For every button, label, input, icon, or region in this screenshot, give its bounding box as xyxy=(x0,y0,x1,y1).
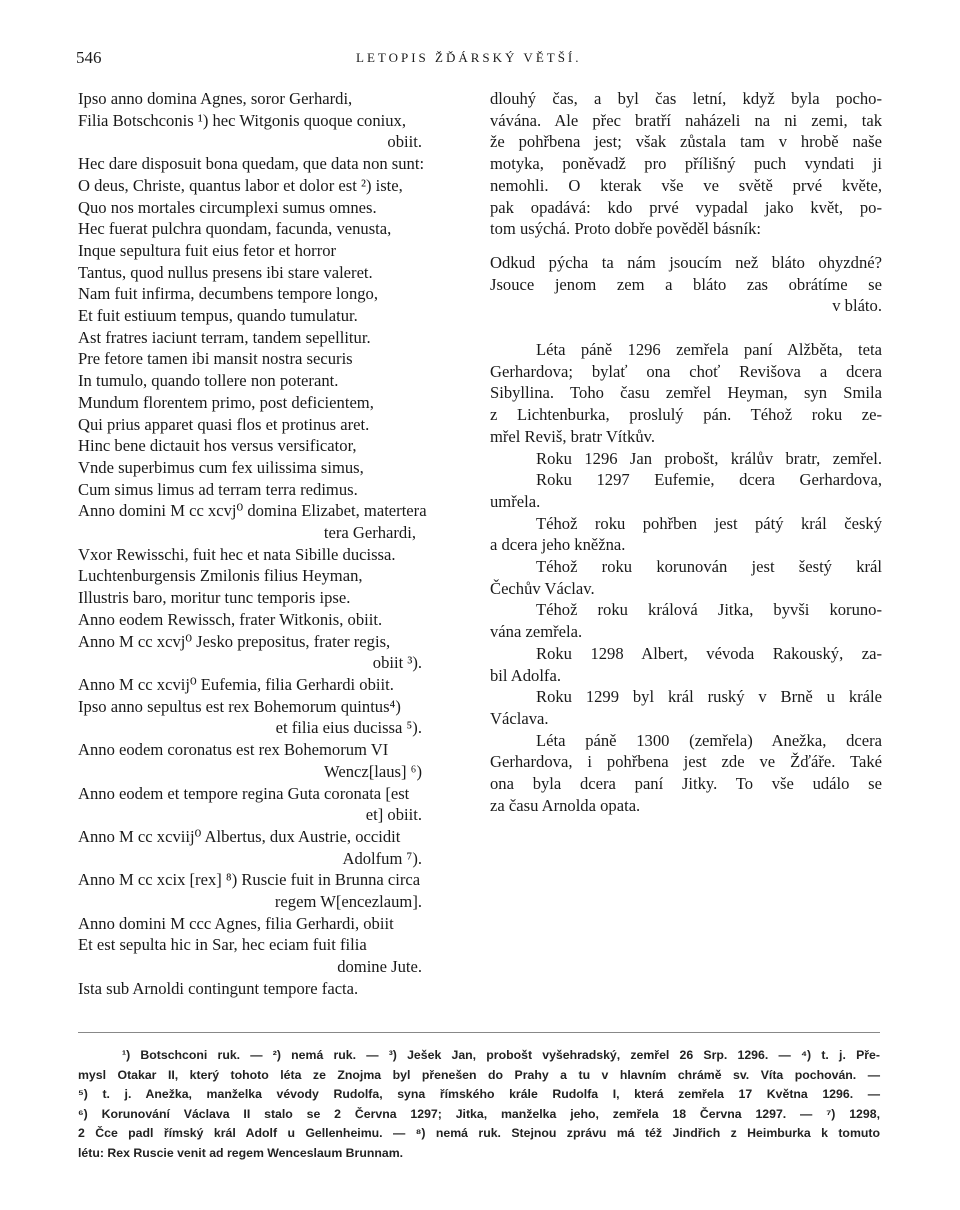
footnote-line: mysl Otakar II, který tohoto léta ze Znojma byl přenešen do Prahy a tu v hlavním chrámě sv. Víta pochován. — xyxy=(78,1067,880,1082)
czech-verse xyxy=(490,252,882,317)
page-number: 546 xyxy=(76,48,102,67)
czech-line: Václava. xyxy=(490,708,549,728)
latin-line: Ista sub Arnoldi contingunt tempore facta. xyxy=(78,978,359,998)
spacer xyxy=(490,317,882,339)
czech-line: Čechův Václav. xyxy=(490,578,595,598)
latin-line: Inque sepultura fuit eius fetor et horror xyxy=(78,240,337,260)
latin-line: Et fuit estiuum tempus, quando tumulatur. xyxy=(78,306,358,326)
czech-line: bil Adolfa. xyxy=(490,665,561,685)
latin-line: Vxor Rewisschi, fuit hec et nata Sibille ducissa. xyxy=(78,544,396,564)
latin-line: Anno M cc xcvj⁰ Jesko prepositus, frater regis, xyxy=(78,631,391,651)
czech-line: Roku 1296 Jan probošt, králův bratr, zemřel. xyxy=(536,448,882,468)
footnote-rule xyxy=(78,1032,880,1033)
czech-line: Sibyllina. Toho času zemřel Heyman, syn Smila xyxy=(490,383,882,403)
latin-line: obiit ³). xyxy=(372,653,422,673)
latin-line: Anno domini M ccc Agnes, filia Gerhardi, obiit xyxy=(78,913,394,933)
czech-entry xyxy=(490,599,882,642)
latin-line: Wencz[laus] ⁶) xyxy=(324,761,422,781)
latin-line: Mundum florentem primo, post deficientem, xyxy=(78,392,374,412)
czech-line: motyka, poněvadž pro přílišný puch vyndati ji xyxy=(490,154,882,174)
latin-line: Pre fetore tamen ibi mansit nostra securis xyxy=(78,349,353,369)
footnote-line: ⁵) t. j. Anežka, manželka vévody Rudolfa, syna římského krále Rudolfa I, která zemřela 17 Května 1296. — xyxy=(78,1087,880,1101)
czech-entry xyxy=(490,686,882,729)
czech-line: za času Arnolda opata. xyxy=(490,795,641,815)
czech-line: Téhož roku korunován jest šestý král xyxy=(536,557,882,577)
czech-line: a dcera jeho kněžna. xyxy=(490,535,626,555)
latin-line: Tantus, quod nullus presens ibi stare valeret. xyxy=(78,262,373,282)
latin-line: Qui prius apparet quasi flos et protinus aret. xyxy=(78,414,370,434)
czech-line: Gerhardova; bylať ona choť Revišova a dcera xyxy=(490,361,882,381)
latin-line: Illustris baro, moritur tunc temporis ipse. xyxy=(78,588,351,608)
latin-line: Hec dare disposuit bona quedam, que data non sunt: xyxy=(78,154,425,174)
latin-line: Ipso anno domina Agnes, soror Gerhardi, xyxy=(78,89,353,108)
footnote-line: ¹) Botschconi ruk. — ²) nemá ruk. — ³) Ješek Jan, probošt vyšehradský, zemřel 26 Srp. 1296. — ⁴) t. j. Pře- xyxy=(122,1048,880,1062)
czech-paragraph-1 xyxy=(490,88,882,240)
czech-entry xyxy=(490,643,882,686)
latin-line: Filia Botschconis ¹) hec Witgonis quoque coniux, xyxy=(78,110,407,130)
latin-line: tera Gerhardi, xyxy=(323,523,416,543)
latin-line: Anno eodem Rewissch, frater Witkonis, obiit. xyxy=(78,609,383,629)
latin-line: Ipso anno sepultus est rex Bohemorum quintus⁴) xyxy=(78,696,401,716)
latin-line: Cum simus limus ad terram terra redimus. xyxy=(78,479,358,499)
latin-line: O deus, Christe, quantus labor et dolor est ²) iste, xyxy=(78,175,403,195)
latin-line: Adolfum ⁷). xyxy=(342,848,422,868)
latin-line: Quo nos mortales circumplexi sumus omnes. xyxy=(78,197,377,217)
czech-line: Téhož roku pohřben jest pátý král český xyxy=(536,513,882,533)
latin-line: Anno domini M cc xcvj⁰ domina Elizabet, matertera xyxy=(78,501,427,521)
latin-line: Hec fuerat pulchra quondam, facunda, venusta, xyxy=(78,219,392,239)
latin-line: Anno eodem et tempore regina Guta coronata [est xyxy=(78,783,410,803)
czech-line: Roku 1297 Eufemie, dcera Gerhardova, xyxy=(536,470,882,490)
czech-line: mřel Reviš, bratr Vítkův. xyxy=(490,426,655,446)
latin-line: Anno M cc xcviij⁰ Albertus, dux Austrie, occidit xyxy=(78,826,401,846)
czech-verse-line: Jsouce jenom zem a bláto zas obrátíme se xyxy=(490,274,882,294)
latin-line: In tumulo, quando tollere non poterant. xyxy=(78,371,339,391)
czech-line: ona byla dcera paní Jitky. To vše událo se xyxy=(490,774,882,794)
spacer xyxy=(490,240,882,252)
latin-line: Anno M cc xcvij⁰ Eufemia, filia Gerhardi obiit. xyxy=(78,674,394,694)
latin-line: Nam fuit infirma, decumbens tempore longo, xyxy=(78,284,378,304)
latin-line: domine Jute. xyxy=(337,957,422,977)
czech-line: Téhož roku králová Jitka, byvši koruno- xyxy=(536,600,882,620)
czech-verse-line: v bláto. xyxy=(832,296,882,316)
latin-line: Hinc bene dictauit hos versus versificator, xyxy=(78,436,357,456)
czech-entry xyxy=(490,730,882,817)
footnote-line: ⁶) Korunování Václava II stalo se 2 Června 1297; Jitka, manželka jeho, zemřela 18 Června 1297. — ⁷) 1298, xyxy=(78,1106,880,1121)
czech-line: pak opadává: kdo prvé vypadal jako květ, po- xyxy=(490,197,882,217)
footnote-line: 2 Čce padl římský král Adolf u Gellenheimu. — ⁸) nemá ruk. Stejnou zprávu má též Jindřich z Heimburka k tomuto xyxy=(78,1126,880,1140)
czech-entry xyxy=(490,469,882,512)
czech-line: Léta páně 1300 (zemřela) Anežka, dcera xyxy=(536,730,882,750)
latin-line: Et est sepulta hic in Sar, hec eciam fuit filia xyxy=(78,935,367,955)
czech-line: tom usýchá. Proto dobře pověděl básník: xyxy=(490,219,761,239)
czech-line: nemohli. O kterak vše ve světě prvé květe, xyxy=(490,175,882,195)
czech-verse-line: Odkud pýcha ta nám jsoucím než bláto ohyzdné? xyxy=(490,252,882,272)
footnote-line: létu: Rex Ruscie venit ad regem Wenceslaum Brunnam. xyxy=(78,1145,404,1160)
czech-line: Gerhardova, i pohřbena jest zde ve Žďáře. Také xyxy=(490,752,882,772)
czech-line: že pohřbena jest; však zůstala tam v hrobě naše xyxy=(490,132,882,152)
czech-line: umřela. xyxy=(490,491,541,511)
czech-line: Roku 1299 byl král ruský v Brně u krále xyxy=(536,687,882,707)
czech-line: Léta páně 1296 zemřela paní Alžběta, teta xyxy=(536,340,882,360)
footnotes xyxy=(78,1046,880,1163)
latin-line: regem W[encezlaum]. xyxy=(274,892,422,912)
latin-line: obiit. xyxy=(387,132,422,152)
latin-line: Luchtenburgensis Zmilonis filius Heyman, xyxy=(78,566,363,586)
czech-entry xyxy=(490,513,882,556)
latin-line: Ast fratres iaciunt terram, tandem sepellitur. xyxy=(78,327,371,347)
czech-translation-column xyxy=(490,88,882,817)
czech-entry xyxy=(490,339,882,448)
czech-line: z Lichtenburka, proslulý pán. Téhož roku ze- xyxy=(490,405,882,425)
czech-chronicle-entries xyxy=(490,339,882,816)
latin-line: Vnde superbimus cum fex uilissima simus, xyxy=(78,457,364,477)
latin-line: et] obiit. xyxy=(365,805,422,825)
latin-line: et filia eius ducissa ⁵). xyxy=(275,718,422,738)
czech-line: dlouhý čas, a byl čas letní, když byla pocho- xyxy=(490,89,882,108)
latin-line: Anno M cc xcix [rex] ⁸) Ruscie fuit in Brunna circa xyxy=(78,870,421,890)
running-head: LETOPIS ŽĎÁRSKÝ VĚTŠÍ. xyxy=(356,50,582,65)
czech-line: Roku 1298 Albert, vévoda Rakouský, za- xyxy=(536,643,882,663)
czech-line: vána zemřela. xyxy=(490,622,583,642)
czech-entry xyxy=(490,448,882,470)
czech-entry xyxy=(490,556,882,599)
latin-line: Anno eodem coronatus est rex Bohemorum VI xyxy=(78,740,389,760)
czech-line: vávána. Ale přec bratří naházeli na ni zemi, tak xyxy=(490,110,882,130)
latin-verse-column xyxy=(78,88,482,1000)
